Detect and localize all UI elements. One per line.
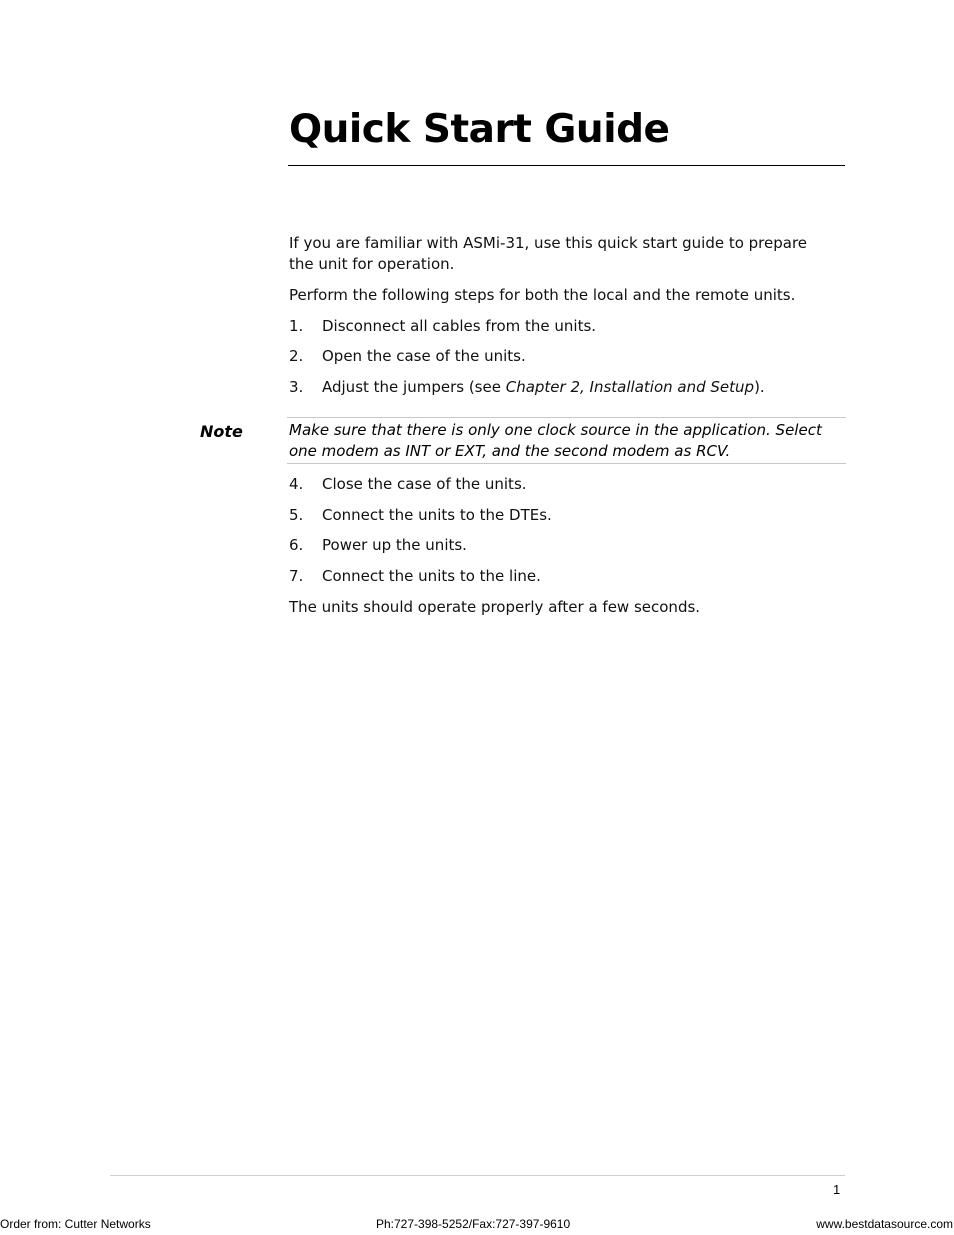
chapter-reference: Chapter 2, Installation and Setup xyxy=(505,378,755,396)
instruction-paragraph: Perform the following steps for both the local and the remote units. xyxy=(289,286,796,304)
intro-paragraph: If you are familiar with ASMi-31, use this quick start guide to prepare the unit for operation. xyxy=(289,234,808,273)
step-item xyxy=(289,316,829,337)
step-number: 6. xyxy=(289,536,304,554)
footer-phone-fax: Ph:727-398-5252/Fax:727-397-9610 xyxy=(376,1217,571,1231)
step-text-suffix: ). xyxy=(754,378,765,396)
step-number: 2. xyxy=(289,347,304,365)
note-text: Make sure that there is only one clock source in the application. Select one modem as INT or EXT, and the second modem as RCV. xyxy=(289,421,822,460)
step-item xyxy=(289,377,829,398)
step-number: 5. xyxy=(289,506,304,524)
step-item xyxy=(289,346,829,367)
note-label: Note xyxy=(200,422,243,441)
page-number: 1 xyxy=(833,1182,841,1197)
step-text: Power up the units. xyxy=(322,536,467,554)
step-number: 3. xyxy=(289,378,304,396)
step-text: Open the case of the units. xyxy=(322,347,526,365)
step-text: Connect the units to the DTEs. xyxy=(322,506,552,524)
step-number: 7. xyxy=(289,567,304,585)
step-text: Connect the units to the line. xyxy=(322,567,541,585)
note-bottom-divider xyxy=(287,463,846,464)
step-item xyxy=(289,474,829,495)
step-text: Close the case of the units. xyxy=(322,475,527,493)
step-number: 1. xyxy=(289,317,304,335)
step-text: Disconnect all cables from the units. xyxy=(322,317,597,335)
note-top-divider xyxy=(287,417,846,418)
closing-paragraph: The units should operate properly after a few seconds. xyxy=(289,598,701,616)
step-text: Adjust the jumpers (see xyxy=(322,378,506,396)
step-item xyxy=(289,566,829,587)
page-title: Quick Start Guide xyxy=(289,107,670,152)
footer-order-from: Order from: Cutter Networks xyxy=(0,1217,151,1231)
footer-website: www.bestdatasource.com xyxy=(816,1217,953,1231)
footer-divider xyxy=(110,1175,845,1176)
title-divider xyxy=(288,165,845,166)
step-item xyxy=(289,505,829,526)
step-number: 4. xyxy=(289,475,304,493)
step-item xyxy=(289,535,829,556)
